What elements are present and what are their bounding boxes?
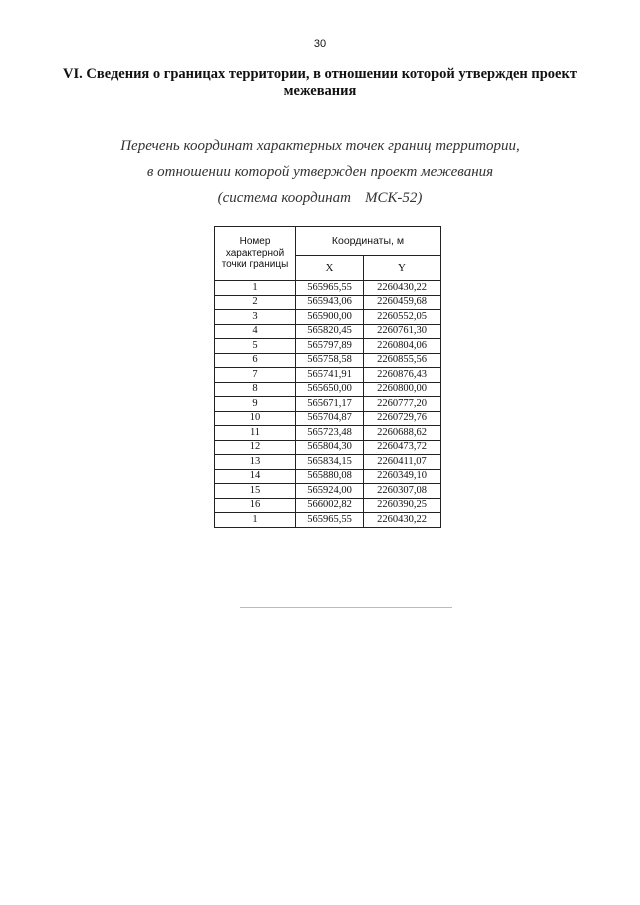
cell-y: 2260411,07 (364, 455, 441, 470)
cell-point-number: 10 (215, 411, 296, 426)
cell-y: 2260349,10 (364, 469, 441, 484)
coordinates-table (214, 226, 441, 528)
caption-line-3 (80, 185, 560, 211)
header-y: Y (364, 256, 441, 281)
cell-point-number: 4 (215, 324, 296, 339)
cell-point-number: 9 (215, 397, 296, 412)
cell-point-number: 2 (215, 295, 296, 310)
cell-x: 566002,82 (296, 498, 364, 513)
cell-y: 2260459,68 (364, 295, 441, 310)
table-row (215, 368, 441, 383)
cell-point-number: 8 (215, 382, 296, 397)
cell-x: 565797,89 (296, 339, 364, 354)
cell-x: 565965,55 (296, 513, 364, 528)
cell-point-number: 7 (215, 368, 296, 383)
cell-x: 565880,08 (296, 469, 364, 484)
cell-point-number: 16 (215, 498, 296, 513)
cell-y: 2260430,22 (364, 281, 441, 296)
cell-point-number: 13 (215, 455, 296, 470)
cell-y: 2260876,43 (364, 368, 441, 383)
table-row (215, 484, 441, 499)
cell-point-number: 1 (215, 281, 296, 296)
cell-point-number: 14 (215, 469, 296, 484)
caption-line-3-part-2: МСК-52) (364, 190, 423, 206)
cell-x: 565924,00 (296, 484, 364, 499)
header-x: X (296, 256, 364, 281)
table-row (215, 411, 441, 426)
caption-line-1: Перечень координат характерных точек границ территории, (120, 138, 520, 154)
section-title: VI. Сведения о границах территории, в отношении которой утвержден проект межевания (63, 66, 577, 99)
cell-x: 565671,17 (296, 397, 364, 412)
cell-x: 565804,30 (296, 440, 364, 455)
table-row (215, 339, 441, 354)
cell-point-number: 6 (215, 353, 296, 368)
cell-point-number: 11 (215, 426, 296, 441)
caption-line-2: в отношении которой утвержден проект межевания (146, 164, 494, 180)
cell-x: 565704,87 (296, 411, 364, 426)
table-row (215, 498, 441, 513)
table-row (215, 440, 441, 455)
cell-y: 2260761,30 (364, 324, 441, 339)
cell-y: 2260307,08 (364, 484, 441, 499)
page-number: 30 (313, 38, 327, 50)
table-row (215, 513, 441, 528)
cell-x: 565723,48 (296, 426, 364, 441)
cell-y: 2260688,62 (364, 426, 441, 441)
cell-point-number: 3 (215, 310, 296, 325)
cell-y: 2260430,22 (364, 513, 441, 528)
cell-x: 565741,91 (296, 368, 364, 383)
table-row (215, 324, 441, 339)
header-point-number: Номер характерной точки границы (215, 227, 296, 281)
table-row (215, 310, 441, 325)
table-row (215, 353, 441, 368)
cell-y: 2260473,72 (364, 440, 441, 455)
cell-y: 2260777,20 (364, 397, 441, 412)
cell-point-number: 12 (215, 440, 296, 455)
table-row (215, 455, 441, 470)
caption-line-3-part-1: (система координат (217, 190, 351, 206)
table-row (215, 397, 441, 412)
table-row (215, 469, 441, 484)
cell-y: 2260855,56 (364, 353, 441, 368)
table-caption (80, 133, 560, 211)
cell-x: 565943,06 (296, 295, 364, 310)
cell-y: 2260729,76 (364, 411, 441, 426)
coordinates-table-body (215, 281, 441, 528)
table-row (215, 281, 441, 296)
cell-y: 2260390,25 (364, 498, 441, 513)
cell-point-number: 5 (215, 339, 296, 354)
cell-y: 2260552,05 (364, 310, 441, 325)
table-row (215, 295, 441, 310)
cell-x: 565900,00 (296, 310, 364, 325)
cell-x: 565834,15 (296, 455, 364, 470)
table-row (215, 426, 441, 441)
cell-point-number: 1 (215, 513, 296, 528)
footnote-divider (240, 607, 452, 608)
cell-y: 2260800,00 (364, 382, 441, 397)
cell-y: 2260804,06 (364, 339, 441, 354)
cell-x: 565820,45 (296, 324, 364, 339)
cell-x: 565650,00 (296, 382, 364, 397)
header-coordinates: Координаты, м (296, 227, 441, 256)
cell-x: 565758,58 (296, 353, 364, 368)
cell-x: 565965,55 (296, 281, 364, 296)
table-row (215, 382, 441, 397)
cell-point-number: 15 (215, 484, 296, 499)
